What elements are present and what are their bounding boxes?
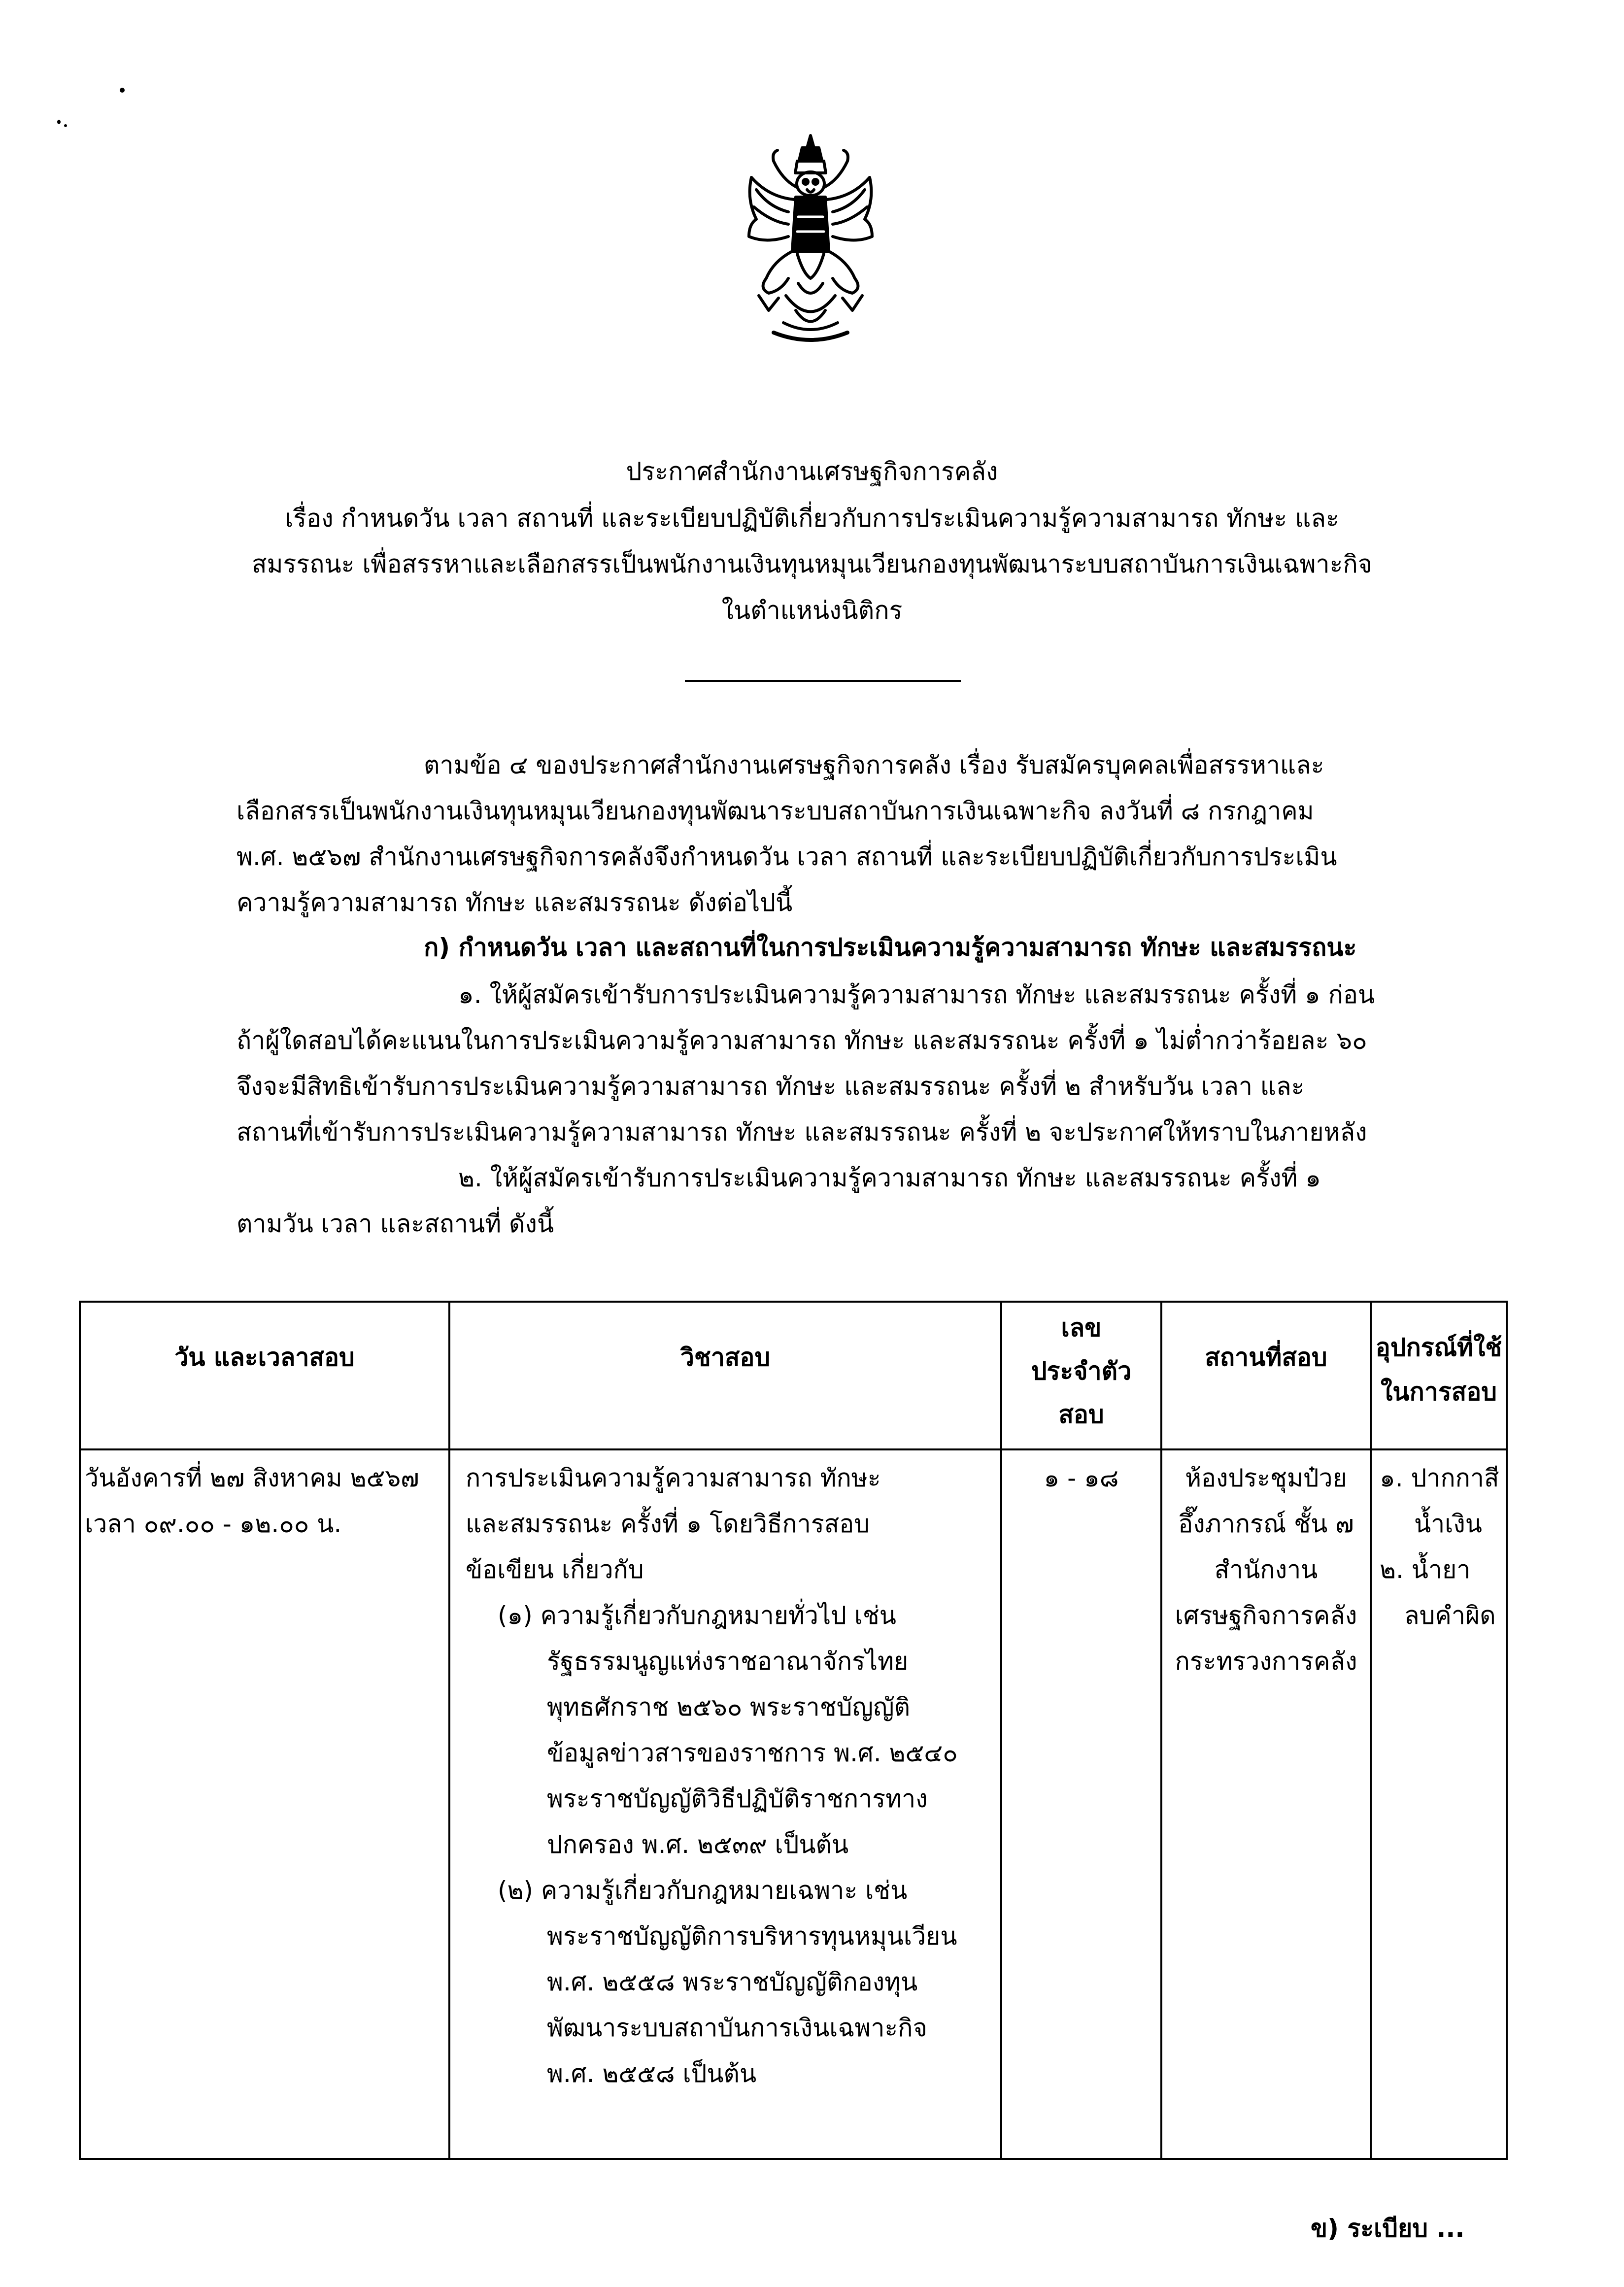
header-seat-line-1: เลข bbox=[1061, 1313, 1102, 1342]
subject-line-3: ในตำแหน่งนิติกร bbox=[721, 596, 903, 625]
header-seat-line-3: สอบ bbox=[1058, 1400, 1104, 1429]
item2-line-2: ตามวัน เวลา และสถานที่ ดังนี้ bbox=[237, 1210, 554, 1238]
table-col-divider-3 bbox=[1160, 1301, 1162, 2160]
header-seat-line-2: ประจำตัว bbox=[1031, 1357, 1132, 1385]
row-venue-line-2: อึ๊งภากรณ์ ชั้น ๗ bbox=[1178, 1510, 1354, 1538]
item1-line-3: จึงจะมีสิทธิเข้ารับการประเมินความรู้ความสามารถ ทักษะ และสมรรถนะ ครั้งที่ ๒ สำหรับวัน เวลา และ bbox=[237, 1072, 1305, 1101]
row-subject-item2-line-1: พระราชบัญญัติการบริหารทุนหมุนเวียน bbox=[547, 1922, 957, 1951]
table-header-divider bbox=[79, 1448, 1508, 1450]
row-subject-intro-3: ข้อเขียน เกี่ยวกับ bbox=[466, 1555, 644, 1584]
scan-speck bbox=[64, 124, 67, 127]
item1-line-1: ๑. ให้ผู้สมัครเข้ารับการประเมินความรู้ความสามารถ ทักษะ และสมรรถนะ ครั้งที่ ๑ ก่อน bbox=[458, 980, 1375, 1009]
intro-line-3: พ.ศ. ๒๕๖๗ สำนักงานเศรษฐกิจการคลังจึงกำหนดวัน เวลา สถานที่ และระเบียบปฏิบัติเกี่ยวกับการประเมิน bbox=[237, 842, 1337, 871]
table-border-top bbox=[79, 1301, 1508, 1303]
table-border-right bbox=[1506, 1301, 1508, 2160]
table-col-divider-1 bbox=[448, 1301, 450, 2160]
intro-line-4: ความรู้ความสามารถ ทักษะ และสมรรถนะ ดังต่อไปนี้ bbox=[237, 888, 793, 917]
row-equipment-2b: ลบคำผิด bbox=[1404, 1601, 1496, 1630]
section-a-heading: ก) กำหนดวัน เวลา และสถานที่ในการประเมินความรู้ความสามารถ ทักษะ และสมรรถนะ bbox=[424, 933, 1357, 962]
intro-line-2: เลือกสรรเป็นพนักงานเงินทุนหมุนเวียนกองทุนพัฒนาระบบสถาบันการเงินเฉพาะกิจ ลงวันที่ ๘ กรกฎาคม bbox=[237, 797, 1314, 825]
item2-line-1: ๒. ให้ผู้สมัครเข้ารับการประเมินความรู้ความสามารถ ทักษะ และสมรรถนะ ครั้งที่ ๑ bbox=[458, 1164, 1321, 1192]
garuda-emblem bbox=[739, 126, 882, 357]
row-equipment-1a: ๑. ปากกาสี bbox=[1380, 1464, 1499, 1492]
scan-speck bbox=[120, 88, 125, 93]
item1-line-4: สถานที่เข้ารับการประเมินความรู้ความสามารถ ทักษะ และสมรรถนะ ครั้งที่ ๒ จะประกาศให้ทราบในภายหลัง bbox=[237, 1118, 1367, 1146]
row-subject-item1-line-1: รัฐธรรมนูญแห่งราชอาณาจักรไทย bbox=[547, 1647, 909, 1676]
announcement-title: ประกาศสำนักงานเศรษฐกิจการคลัง bbox=[626, 457, 998, 486]
row-subject-item1-line-2: พุทธศักราช ๒๕๖๐ พระราชบัญญัติ bbox=[547, 1693, 911, 1721]
header-subject: วิชาสอบ bbox=[680, 1343, 771, 1372]
row-subject-item2-line-4: พ.ศ. ๒๕๕๘ เป็นต้น bbox=[547, 2059, 757, 2088]
table-border-left bbox=[79, 1301, 81, 2160]
header-venue: สถานที่สอบ bbox=[1205, 1343, 1327, 1372]
continuation-note: ข) ระเบียบ ... bbox=[1311, 2214, 1465, 2243]
row-subject-item1-line-3: ข้อมูลข่าวสารของราชการ พ.ศ. ๒๕๔๐ bbox=[547, 1739, 958, 1767]
table-col-divider-4 bbox=[1370, 1301, 1372, 2160]
row-subject-intro-2: และสมรรถนะ ครั้งที่ ๑ โดยวิธีการสอบ bbox=[466, 1510, 870, 1538]
row-subject-item2-line-3: พัฒนาระบบสถาบันการเงินเฉพาะกิจ bbox=[547, 2014, 927, 2042]
header-equipment-line-2: ในการสอบ bbox=[1380, 1378, 1497, 1406]
row-venue-line-5: กระทรวงการคลัง bbox=[1175, 1647, 1357, 1676]
row-equipment-1b: น้ำเงิน bbox=[1414, 1510, 1482, 1538]
subject-line-1: เรื่อง กำหนดวัน เวลา สถานที่ และระเบียบปฏิบัติเกี่ยวกับการประเมินความรู้ความสามารถ ทักษะ และ bbox=[285, 504, 1339, 533]
header-date: วัน และเวลาสอบ bbox=[174, 1343, 355, 1372]
row-subject-item1-line-5: ปกครอง พ.ศ. ๒๕๓๙ เป็นต้น bbox=[547, 1830, 849, 1859]
row-venue-line-3: สำนักงาน bbox=[1214, 1555, 1318, 1584]
row-subject-intro-1: การประเมินความรู้ความสามารถ ทักษะ bbox=[466, 1464, 881, 1492]
row-equipment-2a: ๒. น้ำยา bbox=[1380, 1555, 1471, 1584]
intro-line-1: ตามข้อ ๔ ของประกาศสำนักงานเศรษฐกิจการคลัง เรื่อง รับสมัครบุคคลเพื่อสรรหาและ bbox=[424, 751, 1324, 779]
subject-line-2: สมรรถนะ เพื่อสรรหาและเลือกสรรเป็นพนักงานเงินทุนหมุนเวียนกองทุนพัฒนาระบบสถาบันการเงินเฉพาะกิจ bbox=[251, 550, 1373, 578]
row-date-line-2: เวลา ๐๙.๐๐ - ๑๒.๐๐ น. bbox=[85, 1510, 342, 1538]
row-venue-line-4: เศรษฐกิจการคลัง bbox=[1175, 1601, 1357, 1630]
row-subject-item1-line-4: พระราชบัญญัติวิธีปฏิบัติราชการทาง bbox=[547, 1784, 928, 1813]
row-subject-item2-line-2: พ.ศ. ๒๕๕๘ พระราชบัญญัติกองทุน bbox=[547, 1968, 918, 1996]
row-venue-line-1: ห้องประชุมป๋วย bbox=[1185, 1464, 1347, 1492]
table-border-bottom bbox=[79, 2158, 1508, 2160]
header-equipment-line-1: อุปกรณ์ที่ใช้ bbox=[1375, 1333, 1502, 1362]
row-subject-item1-head: (๑) ความรู้เกี่ยวกับกฎหมายทั่วไป เช่น bbox=[498, 1601, 896, 1630]
item1-line-2: ถ้าผู้ใดสอบได้คะแนนในการประเมินความรู้ความสามารถ ทักษะ และสมรรถนะ ครั้งที่ ๑ ไม่ต่ำกว่าร้อยละ ๖๐ bbox=[237, 1026, 1367, 1055]
scan-speck bbox=[57, 120, 61, 124]
title-divider bbox=[685, 680, 961, 682]
row-seat-range: ๑ - ๑๘ bbox=[1044, 1464, 1119, 1492]
row-subject-item2-head: (๒) ความรู้เกี่ยวกับกฎหมายเฉพาะ เช่น bbox=[498, 1876, 908, 1905]
row-date-line-1: วันอังคารที่ ๒๗ สิงหาคม ๒๕๖๗ bbox=[85, 1464, 419, 1492]
table-col-divider-2 bbox=[1000, 1301, 1002, 2160]
